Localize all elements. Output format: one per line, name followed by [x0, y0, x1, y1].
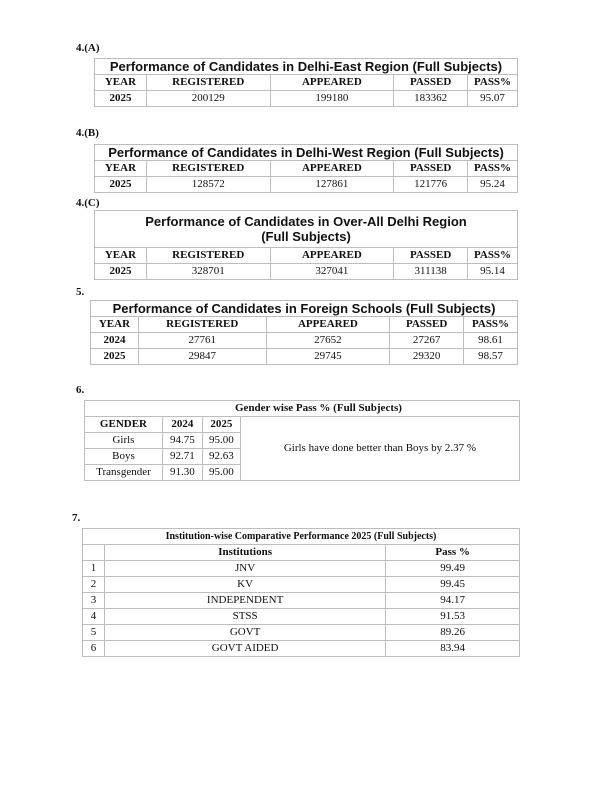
cell-registered: 128572	[146, 177, 270, 193]
cell-pass-pct: 83.94	[386, 641, 520, 657]
col-pass-pct: PASS%	[464, 317, 518, 333]
col-registered: REGISTERED	[146, 248, 270, 264]
col-index	[83, 545, 105, 561]
col-appeared: APPEARED	[270, 161, 394, 177]
header-row	[85, 417, 520, 433]
cell-pass-pct: 98.57	[464, 349, 518, 365]
cell-passed: 311138	[394, 264, 468, 280]
col-passed: PASSED	[394, 75, 468, 91]
gender-note: Girls have done better than Boys by 2.37 %	[240, 417, 519, 481]
table-row	[95, 91, 518, 107]
cell-index: 1	[83, 561, 105, 577]
cell-gender: Boys	[85, 449, 163, 465]
col-passed: PASSED	[390, 317, 464, 333]
delhi-east-table	[94, 58, 518, 107]
section-4b-label: 4.(B)	[76, 127, 99, 139]
institution-table	[82, 528, 520, 657]
section-4c-label: 4.(C)	[76, 197, 100, 209]
cell-gender: Girls	[85, 433, 163, 449]
table-row	[83, 609, 520, 625]
cell-gender: Transgender	[85, 465, 163, 481]
institution-title: Institution-wise Comparative Performance 2025 (Full Subjects)	[83, 529, 520, 545]
cell-registered: 200129	[146, 91, 270, 107]
col-registered: REGISTERED	[138, 317, 266, 333]
cell-index: 5	[83, 625, 105, 641]
table-row	[91, 349, 518, 365]
section-4a-label: 4.(A)	[76, 42, 100, 54]
cell-appeared: 27652	[266, 333, 390, 349]
table-row	[83, 561, 520, 577]
col-appeared: APPEARED	[266, 317, 390, 333]
foreign-schools-table	[90, 300, 518, 365]
cell-index: 2	[83, 577, 105, 593]
header-row	[91, 317, 518, 333]
header-row	[95, 161, 518, 177]
col-passed: PASSED	[394, 161, 468, 177]
delhi-overall-table	[94, 210, 518, 280]
cell-2024: 91.30	[162, 465, 202, 481]
cell-pass-pct: 99.49	[386, 561, 520, 577]
foreign-schools-title: Performance of Candidates in Foreign Schools (Full Subjects)	[91, 301, 518, 317]
cell-year: 2025	[95, 264, 147, 280]
cell-year: 2024	[91, 333, 139, 349]
cell-2025: 95.00	[202, 465, 240, 481]
cell-year: 2025	[95, 91, 147, 107]
col-passed: PASSED	[394, 248, 468, 264]
cell-registered: 27761	[138, 333, 266, 349]
cell-passed: 183362	[394, 91, 468, 107]
cell-appeared: 29745	[266, 349, 390, 365]
cell-registered: 29847	[138, 349, 266, 365]
col-registered: REGISTERED	[146, 161, 270, 177]
cell-pass-pct: 98.61	[464, 333, 518, 349]
cell-appeared: 127861	[270, 177, 394, 193]
cell-appeared: 199180	[270, 91, 394, 107]
cell-institution: KV	[104, 577, 385, 593]
cell-registered: 328701	[146, 264, 270, 280]
table-row	[91, 333, 518, 349]
col-year: YEAR	[95, 75, 147, 91]
cell-institution: INDEPENDENT	[104, 593, 385, 609]
section-6-label: 6.	[76, 384, 85, 396]
col-pass-pct: Pass %	[386, 545, 520, 561]
col-pass-pct: PASS%	[468, 248, 518, 264]
cell-2024: 92.71	[162, 449, 202, 465]
table-row	[95, 264, 518, 280]
col-2025: 2025	[202, 417, 240, 433]
cell-appeared: 327041	[270, 264, 394, 280]
col-pass-pct: PASS%	[468, 161, 518, 177]
col-appeared: APPEARED	[270, 248, 394, 264]
cell-institution: GOVT AIDED	[104, 641, 385, 657]
table-row	[83, 577, 520, 593]
col-pass-pct: PASS%	[468, 75, 518, 91]
gender-title: Gender wise Pass % (Full Subjects)	[85, 401, 520, 417]
cell-year: 2025	[91, 349, 139, 365]
table-row	[83, 625, 520, 641]
cell-passed: 29320	[390, 349, 464, 365]
cell-index: 4	[83, 609, 105, 625]
col-year: YEAR	[95, 161, 147, 177]
col-gender: GENDER	[85, 417, 163, 433]
delhi-east-title: Performance of Candidates in Delhi-East Region (Full Subjects)	[95, 59, 518, 75]
delhi-overall-title: Performance of Candidates in Over-All Delhi Region (Full Subjects)	[95, 211, 518, 248]
delhi-west-title: Performance of Candidates in Delhi-West Region (Full Subjects)	[95, 145, 518, 161]
cell-passed: 121776	[394, 177, 468, 193]
cell-passed: 27267	[390, 333, 464, 349]
table-row	[83, 641, 520, 657]
col-institutions: Institutions	[104, 545, 385, 561]
table-row	[83, 593, 520, 609]
table-row	[95, 177, 518, 193]
cell-index: 6	[83, 641, 105, 657]
cell-pass-pct: 99.45	[386, 577, 520, 593]
header-row	[95, 248, 518, 264]
cell-2025: 95.00	[202, 433, 240, 449]
col-registered: REGISTERED	[146, 75, 270, 91]
cell-index: 3	[83, 593, 105, 609]
cell-institution: GOVT	[104, 625, 385, 641]
section-7-label: 7.	[72, 512, 81, 524]
col-year: YEAR	[95, 248, 147, 264]
cell-pass-pct: 95.14	[468, 264, 518, 280]
cell-pass-pct: 94.17	[386, 593, 520, 609]
col-2024: 2024	[162, 417, 202, 433]
header-row	[95, 75, 518, 91]
header-row	[83, 545, 520, 561]
cell-2024: 94.75	[162, 433, 202, 449]
col-year: YEAR	[91, 317, 139, 333]
cell-pass-pct: 95.24	[468, 177, 518, 193]
delhi-west-table	[94, 144, 518, 193]
cell-year: 2025	[95, 177, 147, 193]
cell-pass-pct: 91.53	[386, 609, 520, 625]
cell-institution: STSS	[104, 609, 385, 625]
section-5-label: 5.	[76, 286, 85, 298]
cell-pass-pct: 89.26	[386, 625, 520, 641]
cell-2025: 92.63	[202, 449, 240, 465]
gender-table	[84, 400, 520, 481]
cell-pass-pct: 95.07	[468, 91, 518, 107]
cell-institution: JNV	[104, 561, 385, 577]
col-appeared: APPEARED	[270, 75, 394, 91]
